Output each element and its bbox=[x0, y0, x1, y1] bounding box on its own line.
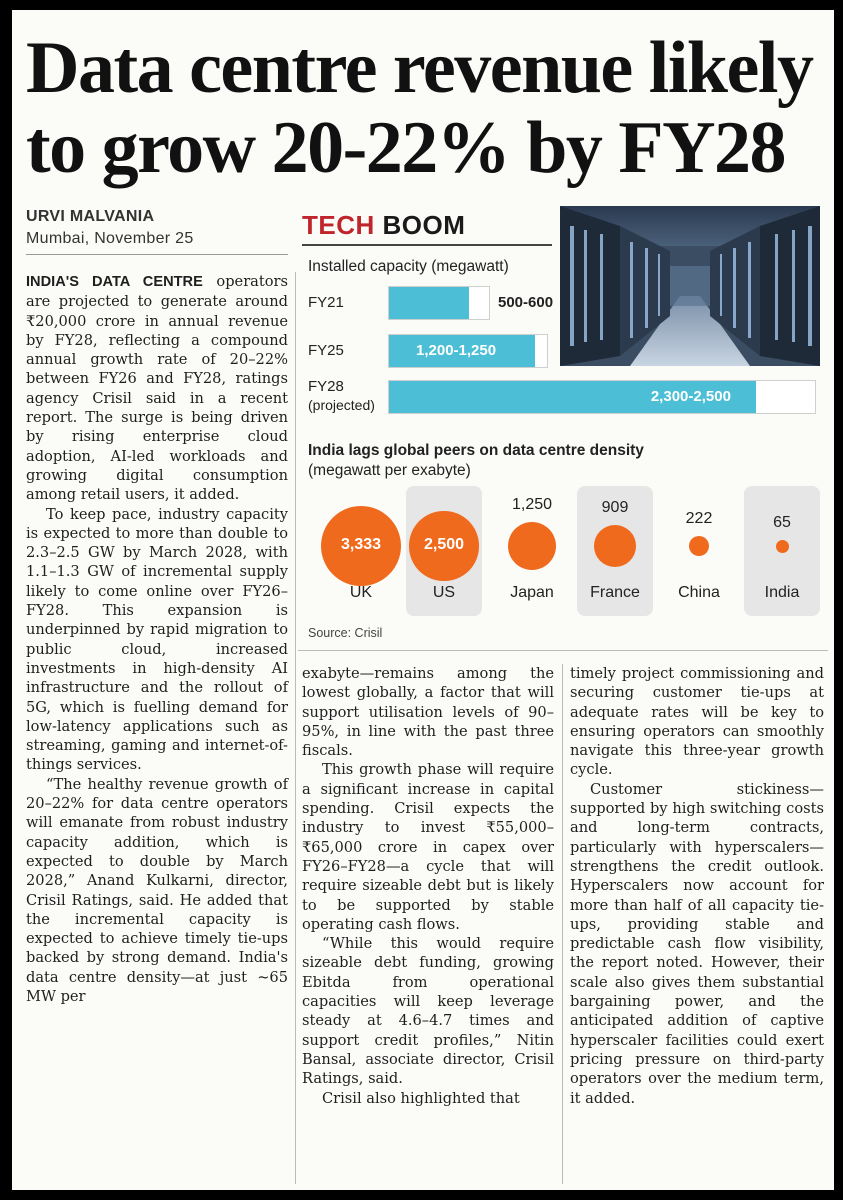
density-value-label: 2,500 bbox=[423, 536, 465, 553]
infographic-title-boom: BOOM bbox=[382, 210, 466, 240]
column-divider bbox=[295, 272, 296, 1184]
density-value-label: 1,250 bbox=[511, 495, 553, 513]
density-chart-title: India lags global peers on data centre density bbox=[308, 442, 644, 459]
column-divider bbox=[562, 664, 563, 1184]
bar-value-label: 1,200-1,250 bbox=[416, 342, 497, 359]
article-paragraph: “While this would require sizeable debt funding, growing Ebitda from operational capacities will keep leverage steady at 4.6–4.7 times and support credit profiles,” Nitin Bansal, associate director, Crisil Ratings, said. bbox=[302, 935, 554, 1088]
infographic-divider bbox=[298, 650, 828, 651]
country-label: US bbox=[432, 584, 456, 601]
country-label: China bbox=[678, 584, 720, 601]
article-paragraph: exabyte—remains among the lowest globally, a factor that will support utilisation levels of 90–95%, in line with the past three fiscals. bbox=[302, 665, 554, 760]
newspaper-clipping bbox=[12, 10, 834, 1190]
article-paragraph-text: operators are projected to generate around ₹20,000 crore in annual revenue by FY28, reflecting a compound annual growth rate of 20–22% between FY26 and FY28, ratings agency Crisil said in a recent report. The surge is being driven by rising enterprise cloud adoption, AI-led workloads and growing digital consumption among retail users, it added. bbox=[26, 273, 288, 504]
article-lead-in: INDIA'S DATA CENTRE bbox=[26, 274, 203, 290]
density-bubble bbox=[776, 540, 789, 553]
article-paragraph: “The healthy revenue growth of 20–22% for data centre operators will emanate from robust industry capacity addition, which is expected to double by March 2028,” Anand Kulkarni, director, Crisil Ratings, said. He added that the incremental capacity is expected to achieve timely tie-ups backed by strong demand. India's data centre density—at just ~65 MW per bbox=[26, 775, 288, 1005]
data-centre-photo bbox=[560, 206, 820, 366]
article-paragraph: Customer stickiness—supported by high switching costs and long-term contracts, particularly with hyperscalers—strengthens the credit outlook. Hyperscalers now account for more than half of all capacity tie-ups, providing stable and predictable cash flow visibility, the report noted. However, their scale also gives them substantial bargaining power, and the anticipated addition of captive hyperscaler facilities could exert pricing pressure on third-party operators over the medium term, it added. bbox=[570, 780, 824, 1107]
bar-track bbox=[388, 380, 816, 414]
infographic-title-tech: TECH bbox=[302, 210, 375, 240]
article-paragraph: timely project commissioning and securing customer tie-ups at adequate rates will be key to ensuring operators can smoothly navigate this three-year growth cycle. bbox=[570, 665, 824, 779]
density-bubble bbox=[508, 522, 557, 571]
article-column-1 bbox=[26, 272, 288, 1006]
byline-dateline: Mumbai, November 25 bbox=[26, 230, 194, 247]
density-chart-subtitle: (megawatt per exabyte) bbox=[308, 462, 471, 479]
country-label: India bbox=[764, 584, 800, 601]
bar-value-label: 2,300-2,500 bbox=[650, 388, 731, 405]
country-label: UK bbox=[349, 584, 373, 601]
article-column-2 bbox=[302, 664, 554, 1108]
byline-author: URVI MALVANIA bbox=[26, 208, 155, 225]
density-value-label: 909 bbox=[601, 499, 629, 517]
bar-category-label: FY25 bbox=[308, 342, 344, 359]
country-label: Japan bbox=[510, 584, 554, 601]
bar-value-label: 500-600 bbox=[498, 294, 554, 311]
byline-divider bbox=[26, 254, 288, 255]
headline-line-1: Data centre revenue likely bbox=[26, 27, 813, 109]
density-bubble bbox=[594, 525, 636, 567]
density-value-label: 65 bbox=[773, 513, 791, 531]
density-bubble bbox=[689, 536, 710, 557]
bar-track bbox=[388, 286, 490, 320]
article-paragraph: To keep pace, industry capacity is expected to more than double to 2.3–2.5 GW by March 2028, with 1.1–1.3 GW of incremental supply likely to come online over FY26–FY28. This expansion is underpinned by rapid migration to public cloud, increased investments in high-density AI infrastructure and the rollout of 5G, which is fuelling demand for low-latency applications such as streaming, gaming and internet-of-things services. bbox=[26, 505, 288, 774]
article-paragraph: This growth phase will require a significant increase in capital spending. Crisil expects the industry to invest ₹55,000–₹65,000 crore in capex over FY26–FY28—a cycle that will require sizeable debt but is likely to be supported by stable operating cash flows. bbox=[302, 761, 554, 933]
infographic-source: Source: Crisil bbox=[308, 626, 383, 640]
density-value-label: 3,333 bbox=[340, 536, 382, 553]
infographic-title bbox=[302, 210, 465, 241]
article-column-3 bbox=[570, 664, 824, 1108]
density-value-label: 222 bbox=[685, 509, 713, 527]
country-label: France bbox=[590, 584, 640, 601]
article-paragraph bbox=[26, 272, 288, 505]
bar-category-note: (projected) bbox=[308, 397, 375, 413]
headline-line-2: to grow 20-22% by FY28 bbox=[26, 107, 786, 189]
bar-category-label: FY21 bbox=[308, 294, 344, 311]
bar-category-label: FY28 bbox=[308, 378, 344, 395]
article-paragraph: Crisil also highlighted that bbox=[322, 1089, 520, 1107]
infographic-title-rule bbox=[302, 244, 552, 246]
bar bbox=[389, 287, 469, 319]
capacity-chart-title: Installed capacity (megawatt) bbox=[308, 258, 509, 275]
